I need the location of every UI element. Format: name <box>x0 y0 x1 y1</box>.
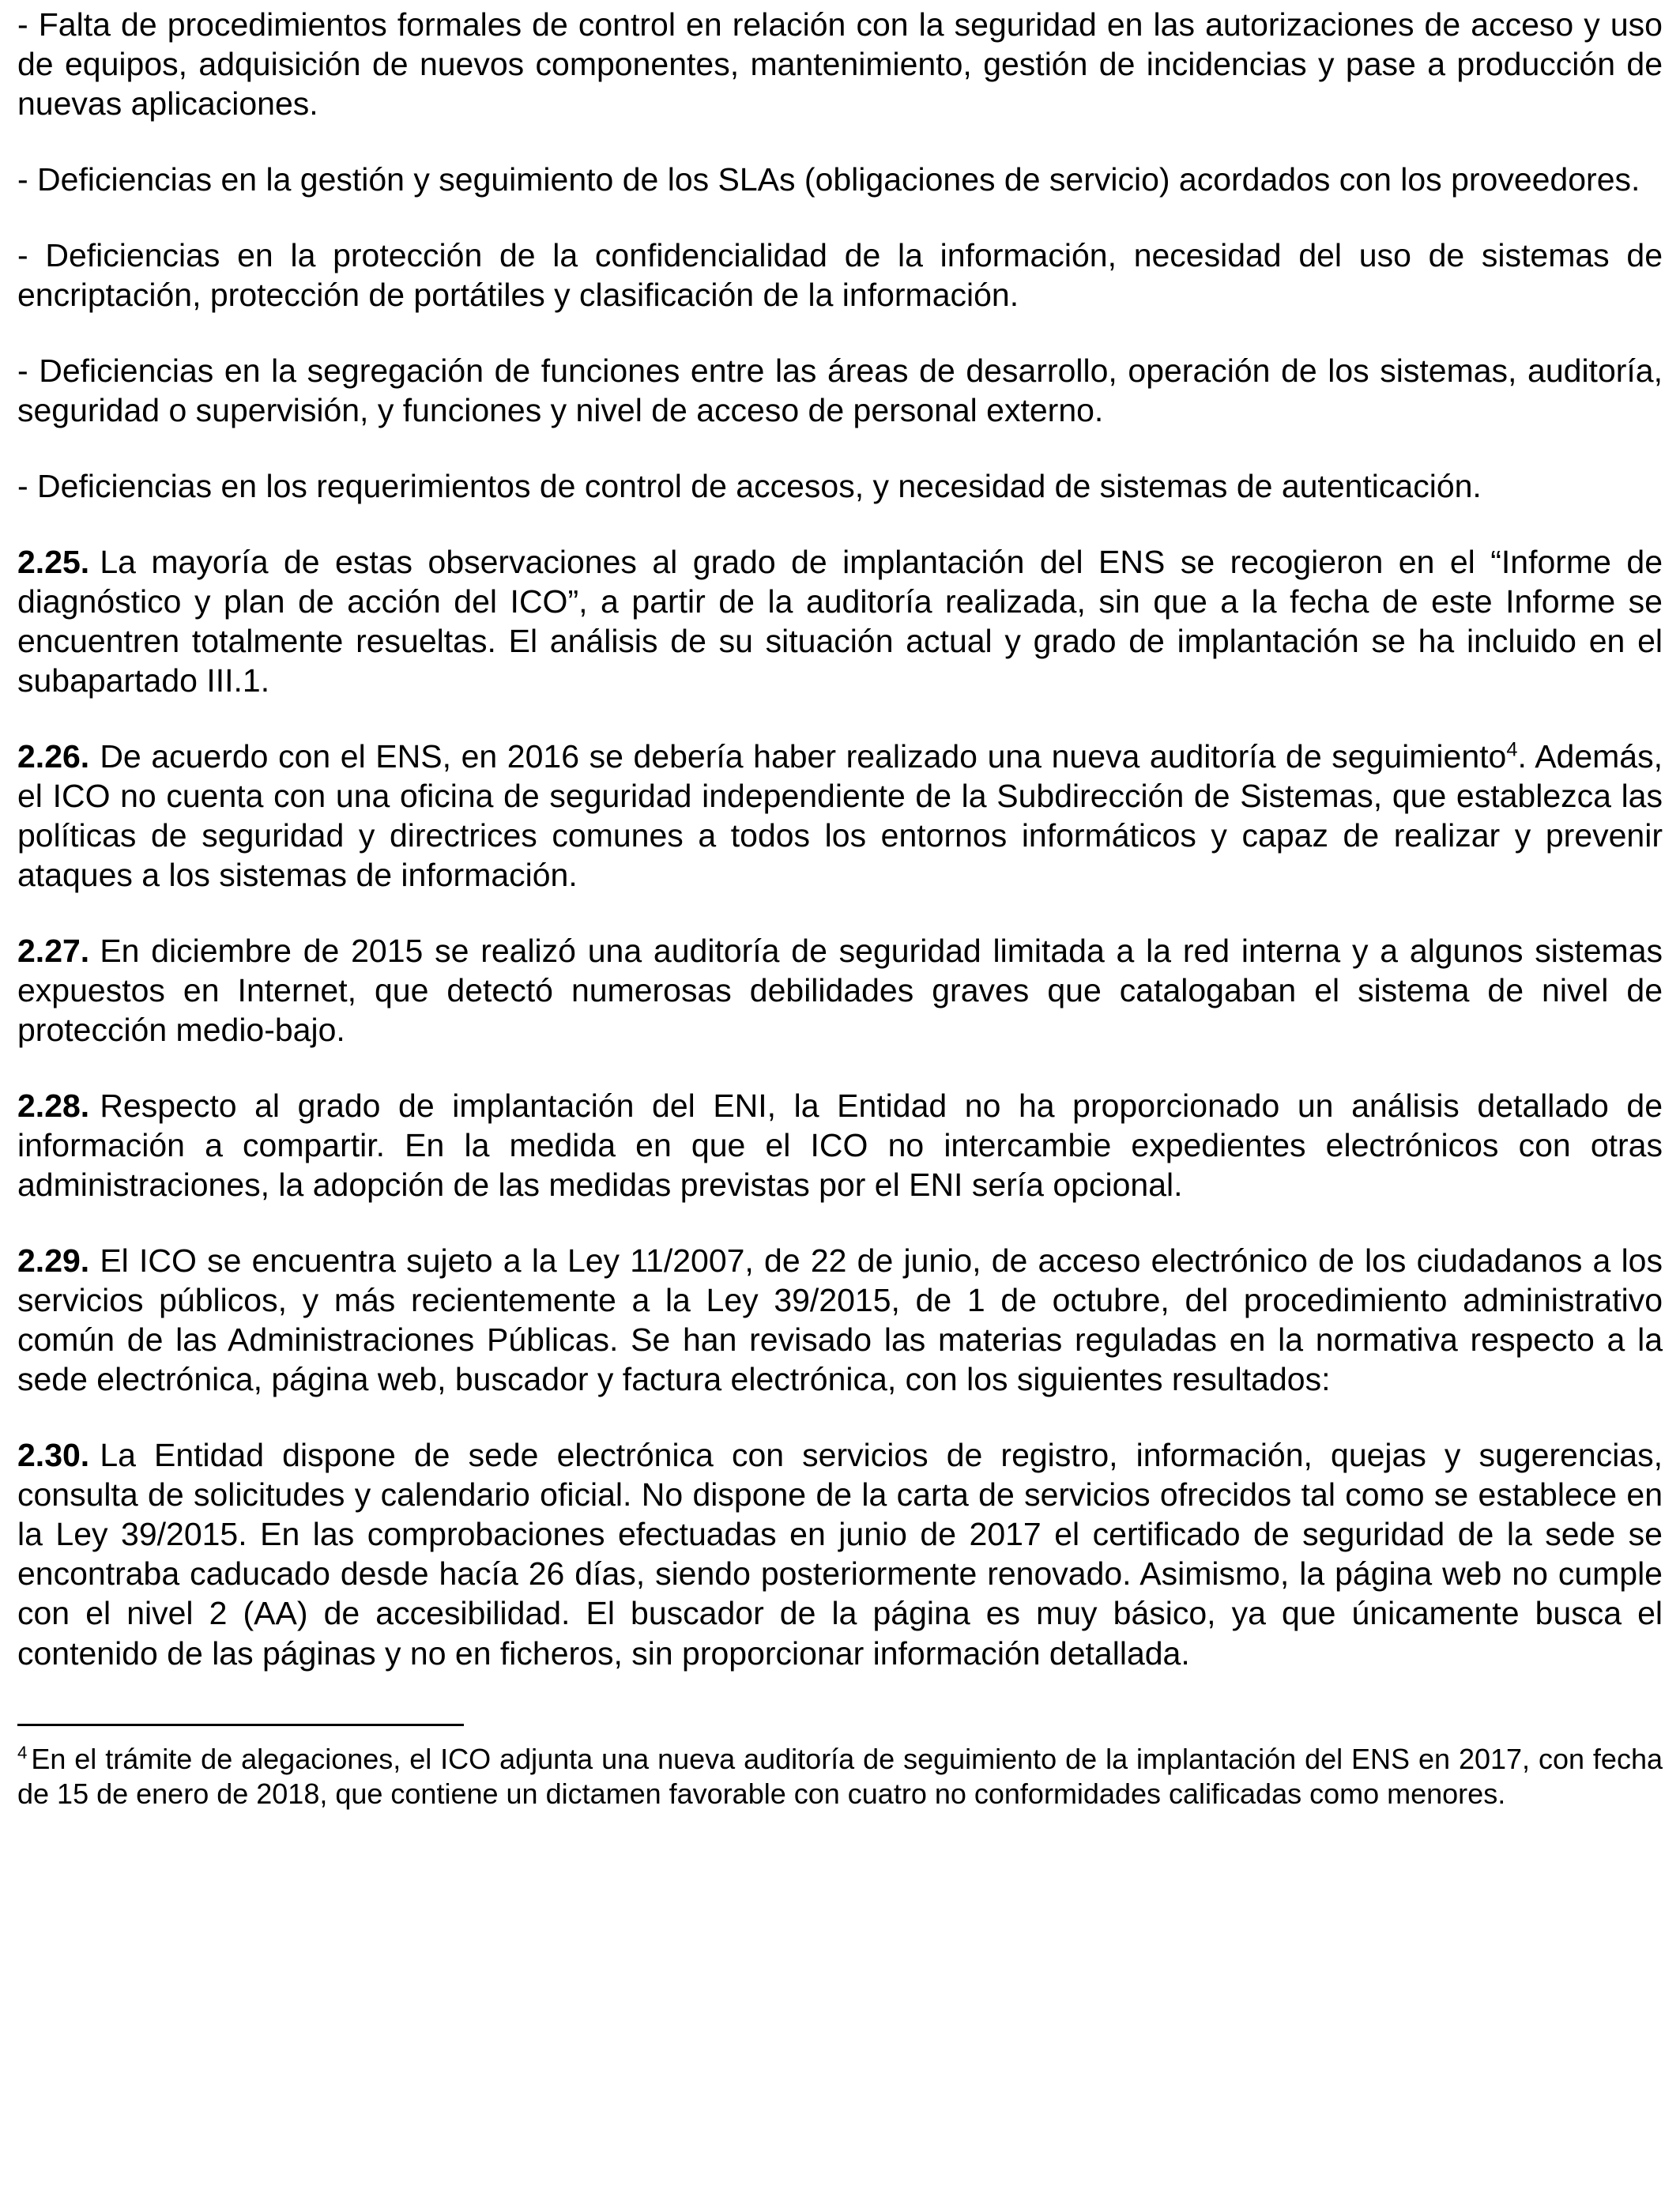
footnote-separator <box>17 1724 464 1726</box>
paragraph-number-2-28: 2.28. <box>17 1088 90 1125</box>
finding-bullet-3: - Deficiencias en la protección de la confidencialidad de la información, necesidad del uso de sistemas de encriptación, protección de portátiles y clasificación de la información. <box>17 237 1663 314</box>
paragraph-text-2-26-before: De acuerdo con el ENS, en 2016 se debería haber realizado una nueva auditoría de seguimiento <box>100 738 1507 775</box>
paragraph-2-28 <box>17 1086 1663 1204</box>
paragraph-number-2-27: 2.27. <box>17 933 90 970</box>
finding-bullet-5: - Deficiencias en los requerimientos de control de accesos, y necesidad de sistemas de autenticación. <box>17 468 1482 505</box>
paragraph-2-29 <box>17 1241 1663 1399</box>
paragraph-text-2-25: La mayoría de estas observaciones al grado de implantación del ENS se recogieron en el “Informe de diagnóstico y plan de acción del ICO”, a partir de la auditoría realizada, sin que a la fecha de este Informe se encuentren totalmente resueltas. El análisis de su situación actual y grado de implantación se ha incluido en el subapartado III.1. <box>17 544 1663 699</box>
finding-bullet-4: - Deficiencias en la segregación de funciones entre las áreas de desarrollo, operación de los sistemas, auditoría, seguridad o supervisión, y funciones y nivel de acceso de personal externo. <box>17 352 1663 429</box>
footnote-marker-4: 4 <box>17 1742 28 1762</box>
paragraph-text-2-26-after: . Además, el ICO no cuenta con una oficina de seguridad independiente de la Subdirección de Sistemas, que establezca las políticas de seguridad y directrices comunes a todos los entornos informáticos y capaz de realizar y prevenir ataques a los sistemas de información. <box>17 738 1663 894</box>
finding-bullet-2: - Deficiencias en la gestión y seguimiento de los SLAs (obligaciones de servicio) acordados con los proveedores. <box>17 161 1640 198</box>
paragraph-2-27 <box>17 931 1663 1050</box>
paragraph-number-2-25: 2.25. <box>17 544 90 581</box>
paragraph-text-2-29: El ICO se encuentra sujeto a la Ley 11/2007, de 22 de junio, de acceso electrónico de los ciudadanos a los servicios públicos, y más recientemente a la Ley 39/2015, de 1 de octubre, del procedimiento administrativo común de las Administraciones Públicas. Se han revisado las materias reguladas en la normativa respecto a la sede electrónica, página web, buscador y factura electrónica, con los siguientes resultados: <box>17 1242 1663 1398</box>
paragraph-text-2-28: Respecto al grado de implantación del ENI, la Entidad no ha proporcionado un análisis detallado de información a compartir. En la medida en que el ICO no intercambie expedientes electrónicos con otras administraciones, la adopción de las medidas previstas por el ENI sería opcional. <box>17 1088 1663 1204</box>
paragraph-text-2-30: La Entidad dispone de sede electrónica con servicios de registro, información, quejas y sugerencias, consulta de solicitudes y calendario oficial. No dispone de la carta de servicios ofrecidos tal como se establece en la Ley 39/2015. En las comprobaciones efectuadas en junio de 2017 el certificado de seguridad de la sede se encontraba caducado desde hacía 26 días, siendo posteriormente renovado. Asimismo, la página web no cumple con el nivel 2 (AA) de accesibilidad. El buscador de la página es muy básico, ya que únicamente busca el contenido de las páginas y no en ficheros, sin proporcionar información detallada. <box>17 1437 1663 1672</box>
finding-bullet-1: - Falta de procedimientos formales de control en relación con la seguridad en las autorizaciones de acceso y uso de equipos, adquisición de nuevos componentes, mantenimiento, gestión de incidencias y pase a producción de nuevas aplicaciones. <box>17 6 1663 123</box>
footnote-4 <box>17 1742 1663 1812</box>
paragraph-2-26 <box>17 737 1663 895</box>
footnote-text: En el trámite de alegaciones, el ICO adjunta una nueva auditoría de seguimiento de la implantación del ENS en 2017, con fecha de 15 de enero de 2018, que contiene un dictamen favorable con cuatro no conformidades calificadas como menores. <box>17 1742 1663 1811</box>
paragraph-number-2-30: 2.30. <box>17 1437 90 1474</box>
paragraph-number-2-29: 2.29. <box>17 1242 90 1280</box>
paragraph-number-2-26: 2.26. <box>17 738 90 775</box>
footnote-reference-4: 4 <box>1506 738 1518 761</box>
paragraph-2-25 <box>17 542 1663 700</box>
paragraph-2-30 <box>17 1435 1663 1672</box>
paragraph-text-2-27: En diciembre de 2015 se realizó una auditoría de seguridad limitada a la red interna y a algunos sistemas expuestos en Internet, que detectó numerosas debilidades graves que catalogaban el sistema de nivel de protección medio-bajo. <box>17 933 1663 1049</box>
